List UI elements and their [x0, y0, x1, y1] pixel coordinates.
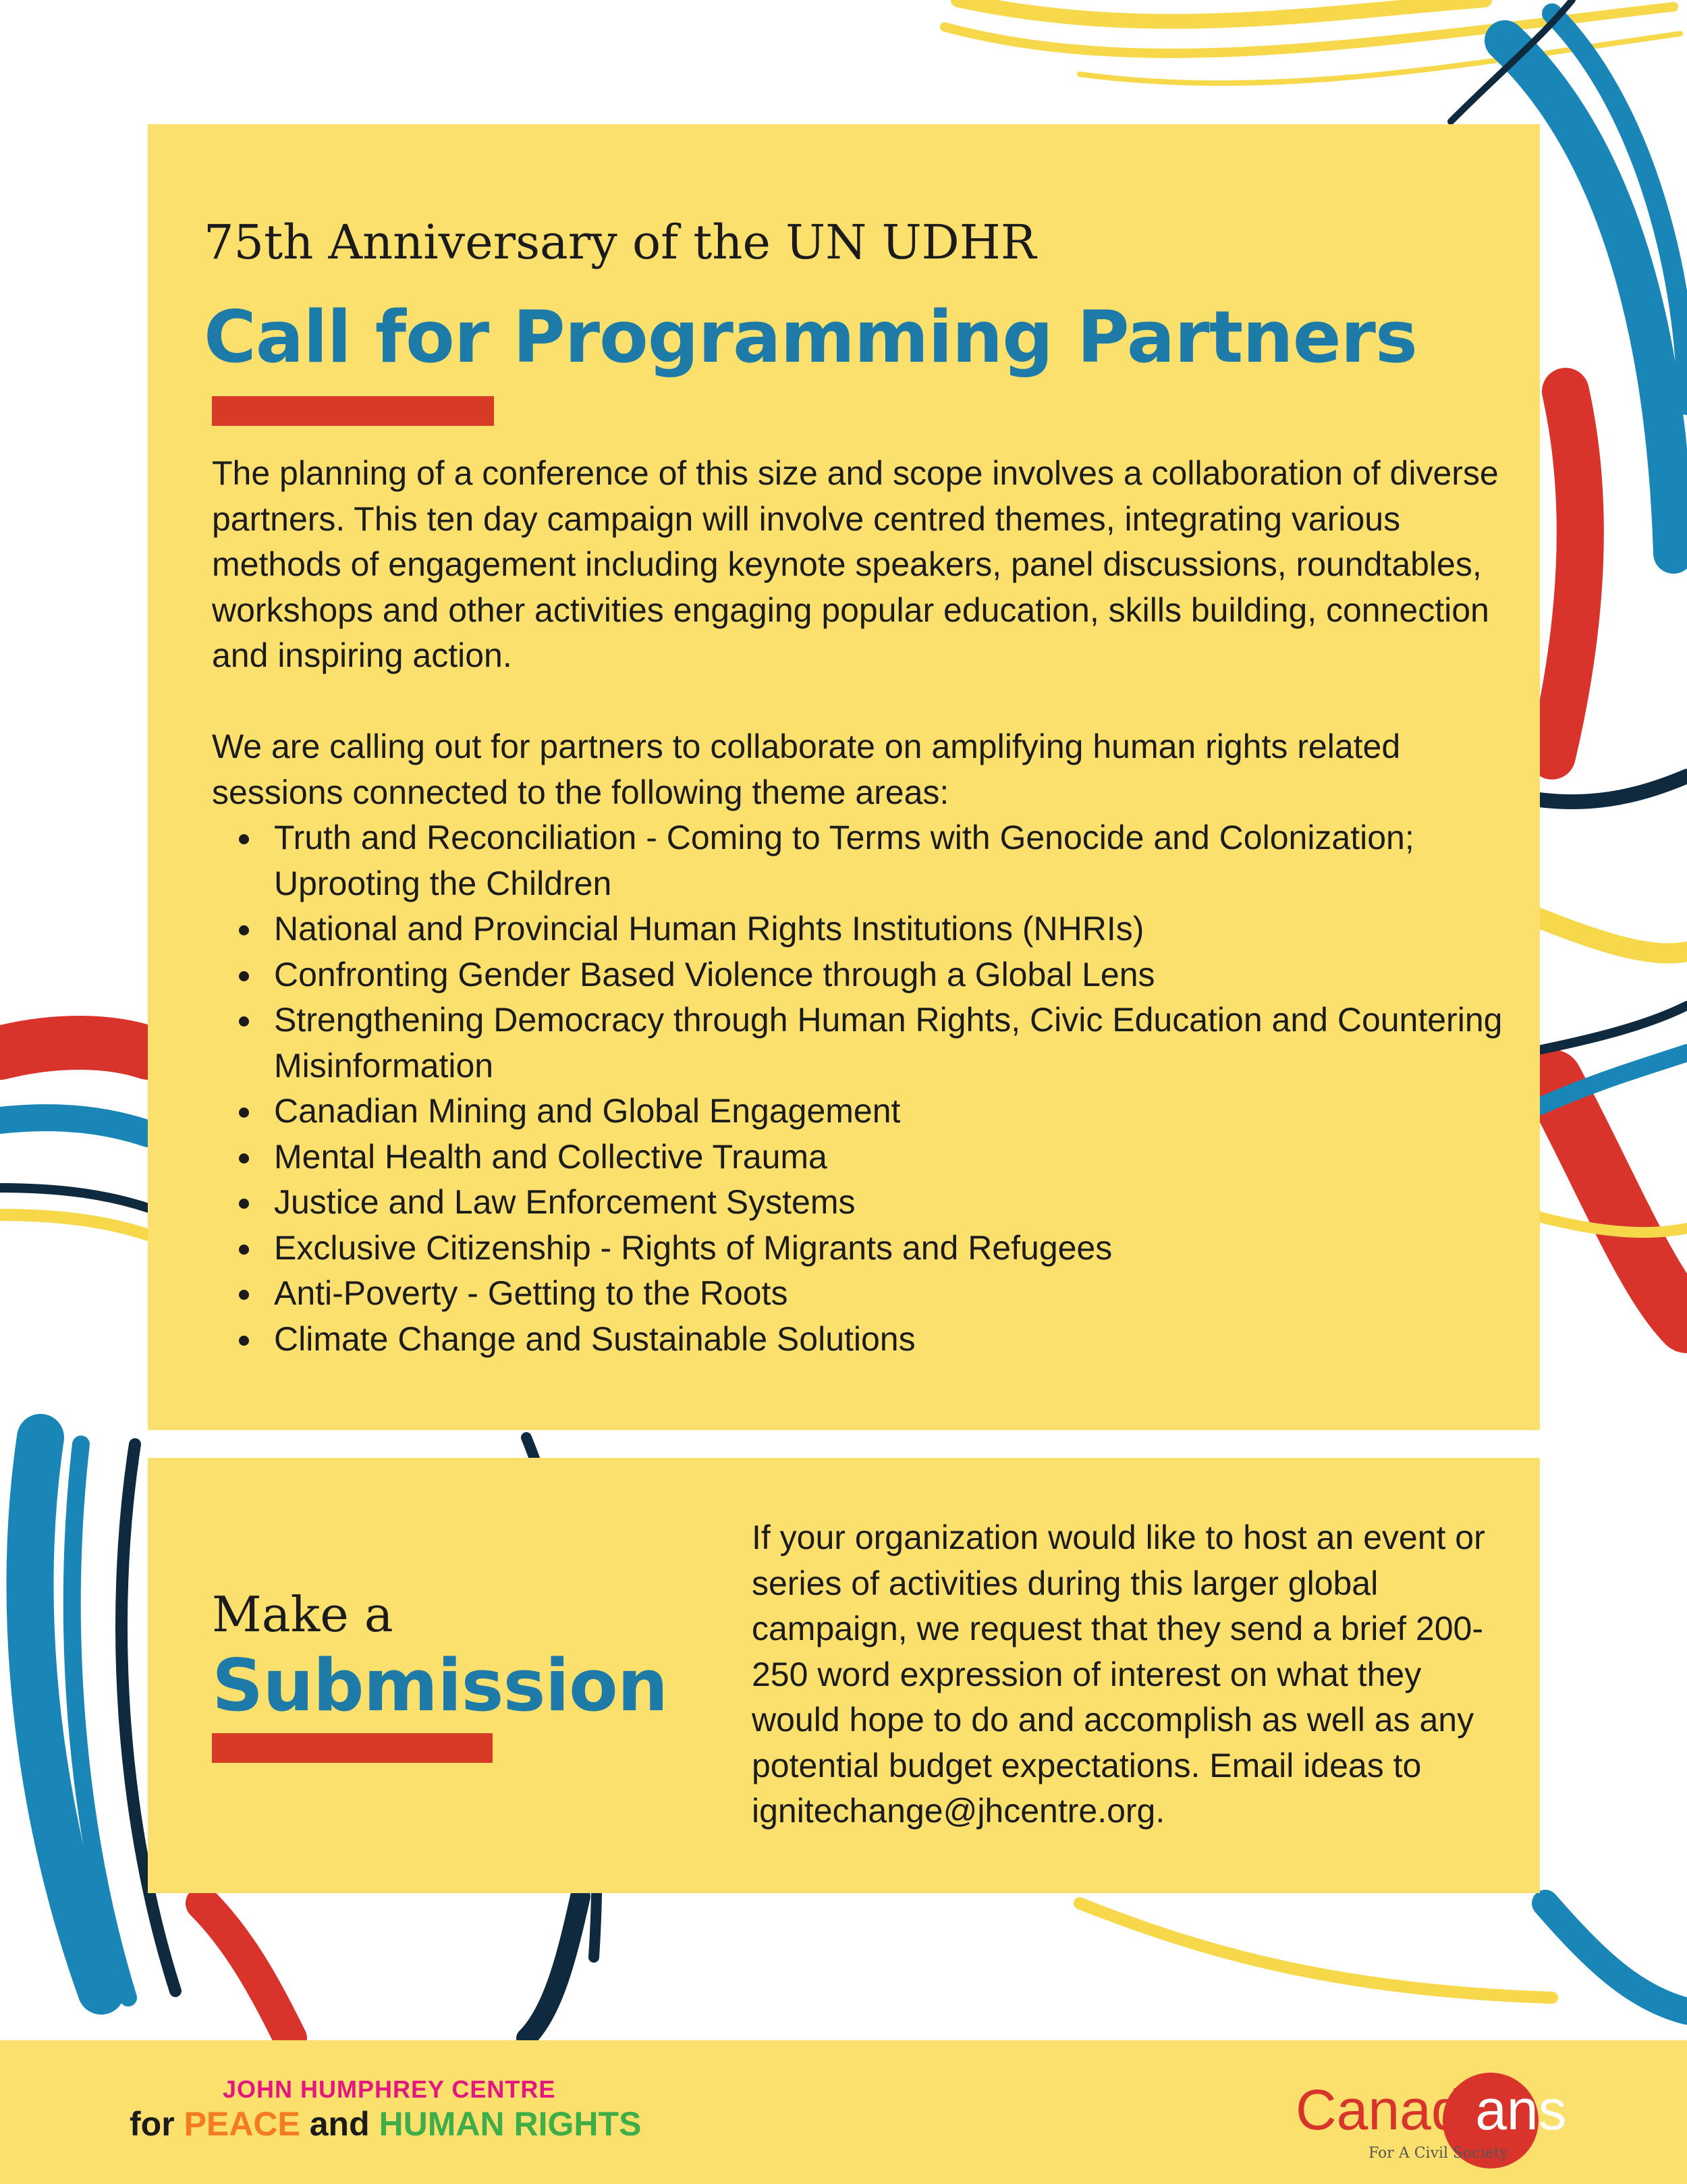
list-item	[212, 1135, 1514, 1180]
cfcs-logo-tagline: For A Civil Society	[1368, 2145, 1509, 2162]
list-item	[212, 998, 1514, 1089]
cfcs-logo-wordmark	[1296, 2077, 1567, 2143]
theme-label: National and Provincial Human Rights Institutions (NHRIs)	[274, 910, 1144, 948]
bullet-icon	[239, 925, 249, 935]
cfcs-word-main: Canadi	[1296, 2078, 1476, 2141]
intro-paragraph: The planning of a conference of this size and scope involves a collaboration of diverse partners. This ten day campaign will involve centred themes, integrating various methods of engagement including keynote speakers, panel discussions, roundtables, workshops and other activities engaging popular education, skills building, connection and inspiring action.	[212, 454, 1499, 674]
theme-label: Mental Health and Collective Trauma	[274, 1137, 827, 1176]
bullet-icon	[239, 1245, 249, 1255]
list-item	[212, 952, 1514, 998]
bullet-icon	[239, 971, 249, 981]
submission-heading: Submission	[212, 1644, 668, 1727]
jhc-for: for	[130, 2105, 175, 2143]
list-item	[212, 815, 1514, 906]
bullet-icon	[239, 1016, 249, 1027]
theme-label: Climate Change and Sustainable Solutions	[274, 1319, 916, 1358]
cfcs-word-end: ans	[1475, 2078, 1567, 2141]
bullet-icon	[239, 1153, 249, 1164]
bullet-icon	[239, 1199, 249, 1209]
page-title: Call for Programming Partners	[204, 296, 1417, 379]
jhc-peace: PEACE	[184, 2105, 300, 2143]
call-paragraph: We are calling out for partners to collaborate on amplifying human rights related sessions connected to the following theme areas:	[212, 728, 1401, 811]
theme-label: Truth and Reconciliation - Coming to Terms with Genocide and Colonization; Uprooting the Children	[274, 819, 1414, 902]
theme-label: Canadian Mining and Global Engagement	[274, 1092, 901, 1130]
bullet-icon	[239, 1108, 249, 1118]
theme-list	[212, 815, 1514, 1362]
page-subtitle: 75th Anniversary of the UN UDHR	[204, 215, 1036, 270]
jhc-human-rights: HUMAN RIGHTS	[379, 2105, 642, 2143]
list-item	[212, 1226, 1514, 1272]
submission-instructions: If your organization would like to host an event or series of activities during this larger global campaign, we request that they send a brief 200-250 word expression of interest on what they would hope to do and accomplish as well as any potential budget expectations. Email ideas to ignitechange@jhcentre.org.	[752, 1519, 1485, 1830]
list-item	[212, 1317, 1514, 1363]
list-item	[212, 906, 1514, 952]
bullet-icon	[239, 1290, 249, 1300]
submission-heading-small: Make a	[212, 1586, 393, 1643]
theme-label: Exclusive Citizenship - Rights of Migrants and Refugees	[274, 1228, 1113, 1267]
jhc-logo-name: JOHN HUMPHREY CENTRE	[223, 2075, 556, 2103]
submission-underline	[212, 1733, 493, 1763]
theme-label: Strengthening Democracy through Human Rights, Civic Education and Countering Misinformation	[274, 1001, 1503, 1085]
bullet-icon	[239, 834, 249, 844]
theme-label: Confronting Gender Based Violence through a Global Lens	[274, 955, 1155, 993]
bullet-icon	[239, 1336, 249, 1346]
theme-label: Justice and Law Enforcement Systems	[274, 1183, 856, 1221]
list-item	[212, 1271, 1514, 1317]
jhc-and: and	[309, 2105, 370, 2143]
title-underline	[212, 396, 494, 426]
theme-label: Anti-Poverty - Getting to the Roots	[274, 1274, 788, 1312]
list-item	[212, 1089, 1514, 1135]
list-item	[212, 1180, 1514, 1226]
jhc-logo-tagline	[130, 2104, 641, 2144]
